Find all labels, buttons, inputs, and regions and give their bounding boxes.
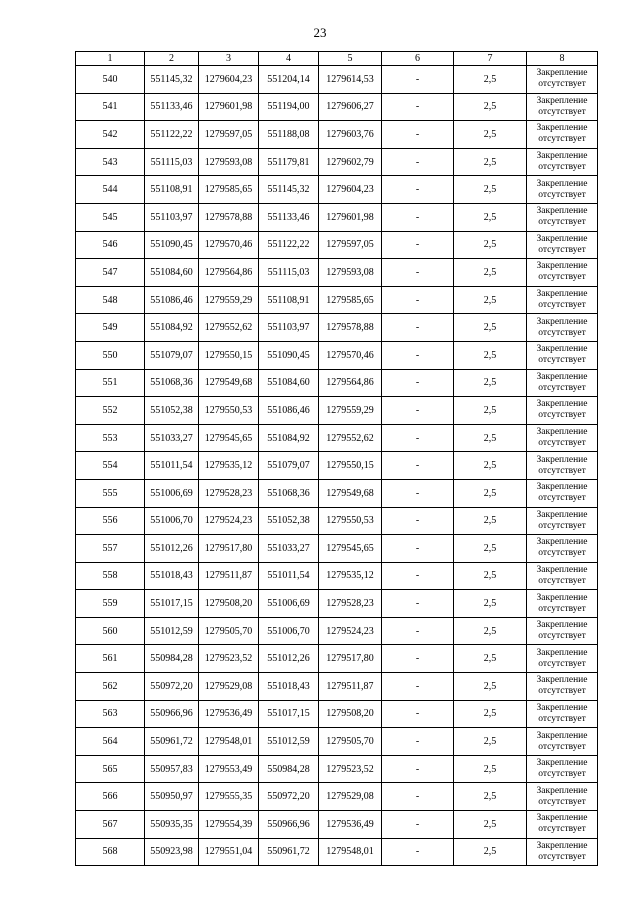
x-end-cell: 551204,14 <box>259 66 319 94</box>
x-end-cell: 551108,91 <box>259 286 319 314</box>
fixation-note-cell: Закрепление отсутствует <box>527 479 598 507</box>
y-start-cell: 1279548,01 <box>199 728 259 756</box>
col-7-value-cell: 2,5 <box>454 121 527 149</box>
col-7-value-cell: 2,5 <box>454 507 527 535</box>
fixation-note-cell: Закрепление отсутствует <box>527 811 598 839</box>
coordinates-table <box>75 51 598 866</box>
x-end-cell: 551018,43 <box>259 673 319 701</box>
table-row <box>76 783 598 811</box>
col-6-value-cell: - <box>382 121 454 149</box>
col-6-value-cell: - <box>382 507 454 535</box>
col-7-value-cell: 2,5 <box>454 755 527 783</box>
y-start-cell: 1279550,53 <box>199 397 259 425</box>
x-start-cell: 551006,69 <box>145 479 199 507</box>
point-number-cell: 545 <box>76 203 145 231</box>
fixation-note-cell: Закрепление отсутствует <box>527 93 598 121</box>
y-end-cell: 1279511,87 <box>319 673 382 701</box>
col-7-value-cell: 2,5 <box>454 286 527 314</box>
fixation-note-cell: Закрепление отсутствует <box>527 783 598 811</box>
y-start-cell: 1279601,98 <box>199 93 259 121</box>
col-6-value-cell: - <box>382 728 454 756</box>
col-6-value-cell: - <box>382 176 454 204</box>
col-7-value-cell: 2,5 <box>454 562 527 590</box>
x-start-cell: 551079,07 <box>145 341 199 369</box>
col-6-value-cell: - <box>382 369 454 397</box>
y-end-cell: 1279578,88 <box>319 314 382 342</box>
col-7-value-cell: 2,5 <box>454 314 527 342</box>
table-row <box>76 369 598 397</box>
col-7-value-cell: 2,5 <box>454 617 527 645</box>
fixation-note-cell: Закрепление отсутствует <box>527 286 598 314</box>
x-start-cell: 551084,92 <box>145 314 199 342</box>
table-row <box>76 562 598 590</box>
page-number: 23 <box>313 25 327 40</box>
y-end-cell: 1279505,70 <box>319 728 382 756</box>
x-start-cell: 551018,43 <box>145 562 199 590</box>
col-7-value-cell: 2,5 <box>454 700 527 728</box>
point-number-cell: 554 <box>76 452 145 480</box>
y-end-cell: 1279593,08 <box>319 259 382 287</box>
column-header: 2 <box>145 52 199 66</box>
col-6-value-cell: - <box>382 314 454 342</box>
x-start-cell: 551090,45 <box>145 231 199 259</box>
y-end-cell: 1279536,49 <box>319 811 382 839</box>
point-number-cell: 568 <box>76 838 145 866</box>
point-number-cell: 552 <box>76 397 145 425</box>
col-7-value-cell: 2,5 <box>454 673 527 701</box>
table-body <box>76 66 598 866</box>
y-end-cell: 1279524,23 <box>319 617 382 645</box>
x-start-cell: 551052,38 <box>145 397 199 425</box>
x-end-cell: 551194,00 <box>259 93 319 121</box>
table-row <box>76 176 598 204</box>
fixation-note-cell: Закрепление отсутствует <box>527 203 598 231</box>
y-start-cell: 1279528,23 <box>199 479 259 507</box>
fixation-note-cell: Закрепление отсутствует <box>527 397 598 425</box>
x-end-cell: 551133,46 <box>259 203 319 231</box>
x-start-cell: 551122,22 <box>145 121 199 149</box>
col-6-value-cell: - <box>382 341 454 369</box>
col-7-value-cell: 2,5 <box>454 148 527 176</box>
table-row <box>76 673 598 701</box>
col-6-value-cell: - <box>382 286 454 314</box>
table-row <box>76 203 598 231</box>
col-7-value-cell: 2,5 <box>454 479 527 507</box>
col-7-value-cell: 2,5 <box>454 424 527 452</box>
x-start-cell: 551012,59 <box>145 617 199 645</box>
y-end-cell: 1279508,20 <box>319 700 382 728</box>
y-start-cell: 1279570,46 <box>199 231 259 259</box>
y-start-cell: 1279604,23 <box>199 66 259 94</box>
col-6-value-cell: - <box>382 535 454 563</box>
fixation-note-cell: Закрепление отсутствует <box>527 369 598 397</box>
point-number-cell: 559 <box>76 590 145 618</box>
point-number-cell: 558 <box>76 562 145 590</box>
x-start-cell: 550966,96 <box>145 700 199 728</box>
x-end-cell: 551103,97 <box>259 314 319 342</box>
x-start-cell: 551012,26 <box>145 535 199 563</box>
table-row <box>76 66 598 94</box>
col-7-value-cell: 2,5 <box>454 452 527 480</box>
col-6-value-cell: - <box>382 562 454 590</box>
col-6-value-cell: - <box>382 259 454 287</box>
table-row <box>76 424 598 452</box>
col-6-value-cell: - <box>382 479 454 507</box>
fixation-note-cell: Закрепление отсутствует <box>527 121 598 149</box>
table-row <box>76 452 598 480</box>
y-start-cell: 1279517,80 <box>199 535 259 563</box>
col-6-value-cell: - <box>382 203 454 231</box>
point-number-cell: 541 <box>76 93 145 121</box>
y-start-cell: 1279551,04 <box>199 838 259 866</box>
point-number-cell: 548 <box>76 286 145 314</box>
y-end-cell: 1279585,65 <box>319 286 382 314</box>
table-row <box>76 507 598 535</box>
y-end-cell: 1279535,12 <box>319 562 382 590</box>
col-6-value-cell: - <box>382 617 454 645</box>
y-start-cell: 1279597,05 <box>199 121 259 149</box>
fixation-note-cell: Закрепление отсутствует <box>527 590 598 618</box>
point-number-cell: 561 <box>76 645 145 673</box>
col-7-value-cell: 2,5 <box>454 231 527 259</box>
x-end-cell: 551122,22 <box>259 231 319 259</box>
fixation-note-cell: Закрепление отсутствует <box>527 66 598 94</box>
column-header: 4 <box>259 52 319 66</box>
x-end-cell: 551079,07 <box>259 452 319 480</box>
y-start-cell: 1279559,29 <box>199 286 259 314</box>
fixation-note-cell: Закрепление отсутствует <box>527 148 598 176</box>
y-end-cell: 1279601,98 <box>319 203 382 231</box>
table-row <box>76 728 598 756</box>
col-7-value-cell: 2,5 <box>454 66 527 94</box>
column-header: 6 <box>382 52 454 66</box>
point-number-cell: 544 <box>76 176 145 204</box>
fixation-note-cell: Закрепление отсутствует <box>527 507 598 535</box>
y-end-cell: 1279603,76 <box>319 121 382 149</box>
x-start-cell: 550984,28 <box>145 645 199 673</box>
fixation-note-cell: Закрепление отсутствует <box>527 231 598 259</box>
col-6-value-cell: - <box>382 838 454 866</box>
point-number-cell: 551 <box>76 369 145 397</box>
fixation-note-cell: Закрепление отсутствует <box>527 341 598 369</box>
point-number-cell: 556 <box>76 507 145 535</box>
table-row <box>76 286 598 314</box>
point-number-cell: 564 <box>76 728 145 756</box>
y-start-cell: 1279593,08 <box>199 148 259 176</box>
table-row <box>76 397 598 425</box>
x-start-cell: 551115,03 <box>145 148 199 176</box>
y-end-cell: 1279545,65 <box>319 535 382 563</box>
point-number-cell: 566 <box>76 783 145 811</box>
column-header: 3 <box>199 52 259 66</box>
y-end-cell: 1279602,79 <box>319 148 382 176</box>
col-7-value-cell: 2,5 <box>454 838 527 866</box>
x-end-cell: 550984,28 <box>259 755 319 783</box>
col-7-value-cell: 2,5 <box>454 93 527 121</box>
point-number-cell: 542 <box>76 121 145 149</box>
x-end-cell: 551006,69 <box>259 590 319 618</box>
y-start-cell: 1279564,86 <box>199 259 259 287</box>
y-end-cell: 1279550,15 <box>319 452 382 480</box>
col-7-value-cell: 2,5 <box>454 176 527 204</box>
x-start-cell: 551086,46 <box>145 286 199 314</box>
fixation-note-cell: Закрепление отсутствует <box>527 424 598 452</box>
fixation-note-cell: Закрепление отсутствует <box>527 728 598 756</box>
col-7-value-cell: 2,5 <box>454 645 527 673</box>
x-end-cell: 550972,20 <box>259 783 319 811</box>
y-end-cell: 1279597,05 <box>319 231 382 259</box>
y-end-cell: 1279570,46 <box>319 341 382 369</box>
y-start-cell: 1279508,20 <box>199 590 259 618</box>
col-7-value-cell: 2,5 <box>454 783 527 811</box>
x-end-cell: 551115,03 <box>259 259 319 287</box>
y-start-cell: 1279523,52 <box>199 645 259 673</box>
table-row <box>76 700 598 728</box>
y-start-cell: 1279545,65 <box>199 424 259 452</box>
table-row <box>76 93 598 121</box>
x-end-cell: 551017,15 <box>259 700 319 728</box>
point-number-cell: 565 <box>76 755 145 783</box>
x-start-cell: 551017,15 <box>145 590 199 618</box>
x-end-cell: 551006,70 <box>259 617 319 645</box>
fixation-note-cell: Закрепление отсутствует <box>527 645 598 673</box>
y-end-cell: 1279604,23 <box>319 176 382 204</box>
table-row <box>76 259 598 287</box>
y-start-cell: 1279549,68 <box>199 369 259 397</box>
table-row <box>76 341 598 369</box>
x-start-cell: 550961,72 <box>145 728 199 756</box>
point-number-cell: 543 <box>76 148 145 176</box>
x-start-cell: 550972,20 <box>145 673 199 701</box>
point-number-cell: 557 <box>76 535 145 563</box>
y-end-cell: 1279517,80 <box>319 645 382 673</box>
y-end-cell: 1279523,52 <box>319 755 382 783</box>
x-end-cell: 550966,96 <box>259 811 319 839</box>
fixation-note-cell: Закрепление отсутствует <box>527 562 598 590</box>
x-start-cell: 551103,97 <box>145 203 199 231</box>
table-row <box>76 314 598 342</box>
col-6-value-cell: - <box>382 452 454 480</box>
table-row <box>76 645 598 673</box>
table-row <box>76 231 598 259</box>
col-6-value-cell: - <box>382 590 454 618</box>
col-6-value-cell: - <box>382 148 454 176</box>
table-row <box>76 535 598 563</box>
point-number-cell: 560 <box>76 617 145 645</box>
x-end-cell: 551052,38 <box>259 507 319 535</box>
x-end-cell: 551188,08 <box>259 121 319 149</box>
x-start-cell: 551006,70 <box>145 507 199 535</box>
table-row <box>76 755 598 783</box>
col-6-value-cell: - <box>382 755 454 783</box>
column-header: 1 <box>76 52 145 66</box>
y-end-cell: 1279528,23 <box>319 590 382 618</box>
x-start-cell: 551084,60 <box>145 259 199 287</box>
x-start-cell: 550957,83 <box>145 755 199 783</box>
col-6-value-cell: - <box>382 783 454 811</box>
fixation-note-cell: Закрепление отсутствует <box>527 176 598 204</box>
col-6-value-cell: - <box>382 811 454 839</box>
col-6-value-cell: - <box>382 645 454 673</box>
x-end-cell: 551090,45 <box>259 341 319 369</box>
y-end-cell: 1279614,53 <box>319 66 382 94</box>
fixation-note-cell: Закрепление отсутствует <box>527 535 598 563</box>
table-row <box>76 811 598 839</box>
x-end-cell: 551068,36 <box>259 479 319 507</box>
fixation-note-cell: Закрепление отсутствует <box>527 452 598 480</box>
y-start-cell: 1279585,65 <box>199 176 259 204</box>
x-end-cell: 551145,32 <box>259 176 319 204</box>
y-start-cell: 1279505,70 <box>199 617 259 645</box>
y-start-cell: 1279529,08 <box>199 673 259 701</box>
column-header: 5 <box>319 52 382 66</box>
x-end-cell: 551012,26 <box>259 645 319 673</box>
fixation-note-cell: Закрепление отсутствует <box>527 617 598 645</box>
col-7-value-cell: 2,5 <box>454 369 527 397</box>
x-start-cell: 550950,97 <box>145 783 199 811</box>
fixation-note-cell: Закрепление отсутствует <box>527 673 598 701</box>
table-row <box>76 148 598 176</box>
y-end-cell: 1279529,08 <box>319 783 382 811</box>
x-end-cell: 551084,60 <box>259 369 319 397</box>
y-end-cell: 1279559,29 <box>319 397 382 425</box>
col-6-value-cell: - <box>382 66 454 94</box>
table-row <box>76 479 598 507</box>
col-7-value-cell: 2,5 <box>454 341 527 369</box>
y-start-cell: 1279553,49 <box>199 755 259 783</box>
col-6-value-cell: - <box>382 231 454 259</box>
col-6-value-cell: - <box>382 700 454 728</box>
x-end-cell: 551033,27 <box>259 535 319 563</box>
y-end-cell: 1279548,01 <box>319 838 382 866</box>
point-number-cell: 567 <box>76 811 145 839</box>
column-header: 8 <box>527 52 598 66</box>
x-end-cell: 551012,59 <box>259 728 319 756</box>
col-6-value-cell: - <box>382 673 454 701</box>
y-start-cell: 1279554,39 <box>199 811 259 839</box>
y-start-cell: 1279511,87 <box>199 562 259 590</box>
column-header: 7 <box>454 52 527 66</box>
col-6-value-cell: - <box>382 93 454 121</box>
x-start-cell: 551145,32 <box>145 66 199 94</box>
y-end-cell: 1279550,53 <box>319 507 382 535</box>
point-number-cell: 540 <box>76 66 145 94</box>
y-start-cell: 1279550,15 <box>199 341 259 369</box>
point-number-cell: 549 <box>76 314 145 342</box>
x-end-cell: 551084,92 <box>259 424 319 452</box>
x-end-cell: 551179,81 <box>259 148 319 176</box>
y-start-cell: 1279524,23 <box>199 507 259 535</box>
table-row <box>76 121 598 149</box>
x-start-cell: 550923,98 <box>145 838 199 866</box>
col-7-value-cell: 2,5 <box>454 259 527 287</box>
point-number-cell: 553 <box>76 424 145 452</box>
col-6-value-cell: - <box>382 424 454 452</box>
header-row <box>76 52 598 66</box>
col-6-value-cell: - <box>382 397 454 425</box>
fixation-note-cell: Закрепление отсутствует <box>527 755 598 783</box>
point-number-cell: 547 <box>76 259 145 287</box>
y-end-cell: 1279606,27 <box>319 93 382 121</box>
fixation-note-cell: Закрепление отсутствует <box>527 838 598 866</box>
point-number-cell: 546 <box>76 231 145 259</box>
col-7-value-cell: 2,5 <box>454 397 527 425</box>
y-start-cell: 1279555,35 <box>199 783 259 811</box>
fixation-note-cell: Закрепление отсутствует <box>527 314 598 342</box>
y-start-cell: 1279535,12 <box>199 452 259 480</box>
fixation-note-cell: Закрепление отсутствует <box>527 700 598 728</box>
y-start-cell: 1279536,49 <box>199 700 259 728</box>
col-7-value-cell: 2,5 <box>454 728 527 756</box>
x-start-cell: 551108,91 <box>145 176 199 204</box>
x-start-cell: 551133,46 <box>145 93 199 121</box>
x-end-cell: 551086,46 <box>259 397 319 425</box>
x-start-cell: 551068,36 <box>145 369 199 397</box>
fixation-note-cell: Закрепление отсутствует <box>527 259 598 287</box>
y-end-cell: 1279552,62 <box>319 424 382 452</box>
y-start-cell: 1279552,62 <box>199 314 259 342</box>
point-number-cell: 563 <box>76 700 145 728</box>
x-end-cell: 551011,54 <box>259 562 319 590</box>
y-end-cell: 1279549,68 <box>319 479 382 507</box>
col-7-value-cell: 2,5 <box>454 535 527 563</box>
col-7-value-cell: 2,5 <box>454 811 527 839</box>
point-number-cell: 555 <box>76 479 145 507</box>
table-row <box>76 590 598 618</box>
y-start-cell: 1279578,88 <box>199 203 259 231</box>
table-row <box>76 838 598 866</box>
point-number-cell: 550 <box>76 341 145 369</box>
y-end-cell: 1279564,86 <box>319 369 382 397</box>
col-7-value-cell: 2,5 <box>454 203 527 231</box>
x-start-cell: 551033,27 <box>145 424 199 452</box>
col-7-value-cell: 2,5 <box>454 590 527 618</box>
x-start-cell: 551011,54 <box>145 452 199 480</box>
point-number-cell: 562 <box>76 673 145 701</box>
x-start-cell: 550935,35 <box>145 811 199 839</box>
x-end-cell: 550961,72 <box>259 838 319 866</box>
table-row <box>76 617 598 645</box>
